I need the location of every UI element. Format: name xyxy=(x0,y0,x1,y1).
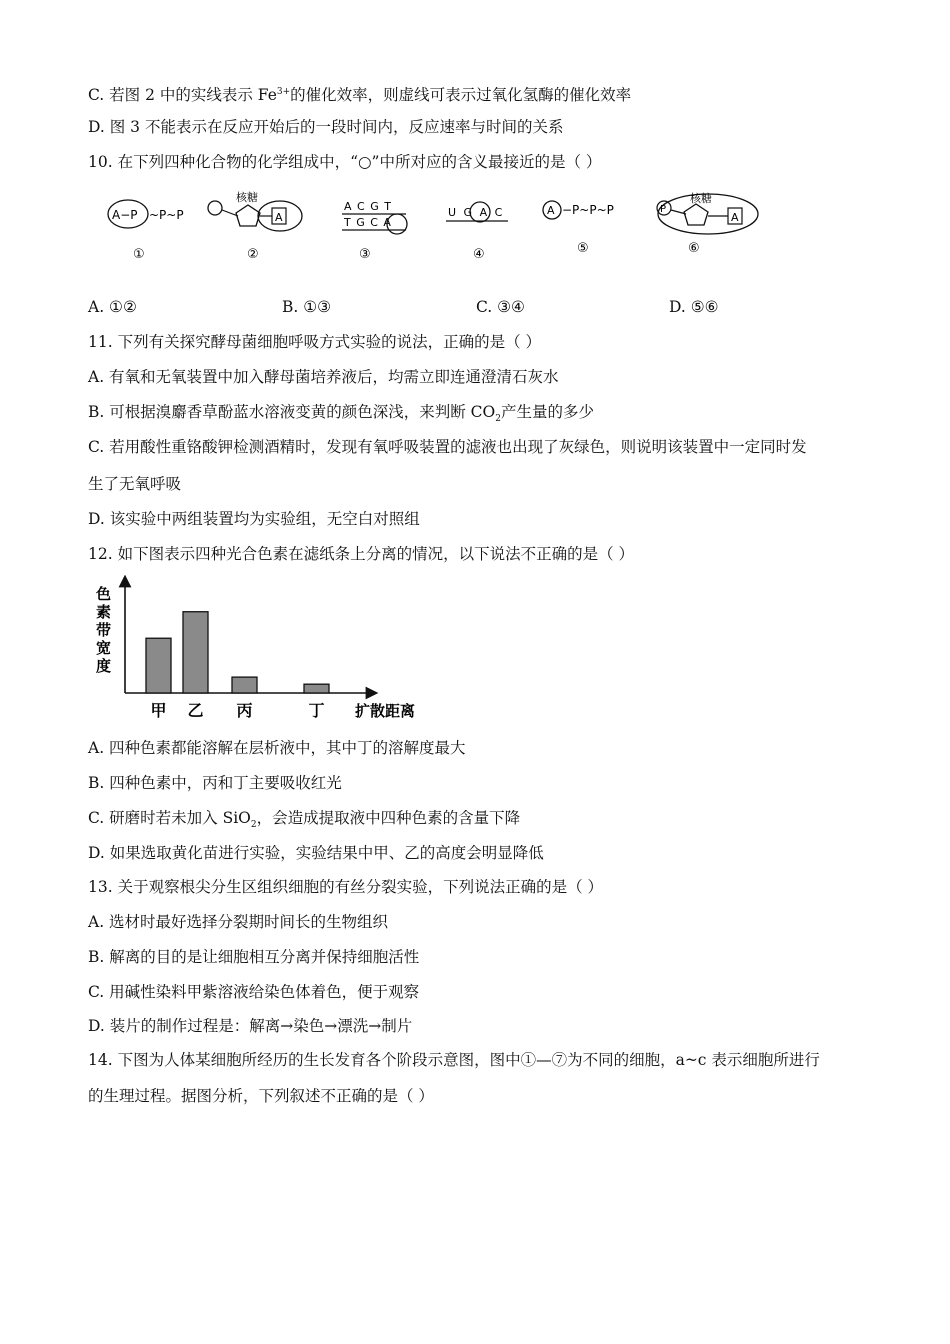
f1-text: A−P xyxy=(112,208,138,222)
fig-num-3: ③ xyxy=(359,247,371,262)
fig-num-4: ④ xyxy=(473,247,485,262)
q12-option-c: C. 研磨时若未加入 SiO$_2$，会造成提取液中四种色素的含量下降 xyxy=(88,809,521,831)
figure-6-nucleotide-base-circle xyxy=(657,191,758,234)
fig-num-1: ① xyxy=(133,247,145,262)
f5-circle: A xyxy=(547,204,555,217)
f6-p: P xyxy=(660,204,667,215)
q9-option-d: D. 图 3 不能表示在反应开始后的一段时间内，反应速率与时间的关系 xyxy=(88,118,564,136)
y-label-char: 素 xyxy=(96,603,112,621)
y-axis-label xyxy=(95,585,111,675)
q10-option-b: B. ①③ xyxy=(282,298,332,316)
bar-2 xyxy=(183,612,208,693)
q11-option-a: A. 有氧和无氧装置中加入酵母菌培养液后，均需立即连通澄清石灰水 xyxy=(88,368,559,386)
bar-1 xyxy=(146,638,171,693)
bar-4 xyxy=(304,684,329,693)
x-tick-label-3: 丙 xyxy=(236,701,253,720)
pigment-bar-chart xyxy=(88,575,448,725)
q12-option-b: B. 四种色素中，丙和丁主要吸收红光 xyxy=(88,774,342,792)
q14-stem-line2: 的生理过程。据图分析，下列叙述不正确的是（ ） xyxy=(88,1087,434,1105)
f4-text: U G A C xyxy=(448,206,505,219)
q10-stem: 10. 在下列四种化合物的化学组成中，“○”中所对应的含义最接近的是（ ） xyxy=(88,153,602,171)
q12-option-a: A. 四种色素都能溶解在层析液中，其中丁的溶解度最大 xyxy=(88,739,466,757)
f1-tail: ~P~P xyxy=(149,208,184,222)
x-tick-label-2: 乙 xyxy=(187,701,204,720)
y-label-char: 宽 xyxy=(96,639,112,657)
q9-option-c: C. 若图 2 中的实线表示 $Fe^{3+}$的催化效率，则虚线可表示过氧化氢酶的催化效率 xyxy=(88,86,632,105)
q10-option-d: D. ⑤⑥ xyxy=(669,298,719,316)
bar-3 xyxy=(232,677,257,693)
q14-stem-line1: 14. 下图为人体某细胞所经历的生长发育各个阶段示意图，图中①—⑦为不同的细胞，a~c 表示细胞所进行 xyxy=(88,1051,820,1069)
y-label-char: 度 xyxy=(96,657,112,675)
f3-bottom: T G C A xyxy=(344,216,392,229)
x-tick-label-1: 甲 xyxy=(150,701,167,720)
x-axis-label: 扩散距离 xyxy=(355,702,416,720)
q11-stem: 11. 下列有关探究酵母菌细胞呼吸方式实验的说法，正确的是（ ） xyxy=(88,333,542,351)
q13-option-c: C. 用碱性染料甲紫溶液给染色体着色，便于观察 xyxy=(88,983,420,1001)
x-tick-label-4: 丁 xyxy=(308,701,325,720)
f2-label: 核糖 xyxy=(236,191,258,204)
fig-num-5: ⑤ xyxy=(577,241,589,256)
q12-stem: 12. 如下图表示四种光合色素在滤纸条上分离的情况，以下说法不正确的是（ ） xyxy=(88,545,635,563)
q11-option-d: D. 该实验中两组装置均为实验组，无空白对照组 xyxy=(88,510,420,528)
q11-option-c-line1: C. 若用酸性重铬酸钾检测酒精时，发现有氧呼吸装置的滤液也出现了灰绿色，则说明该装置中一定同时发 xyxy=(88,438,807,456)
q13-option-d: D. 装片的制作过程是：解离→染色→漂洗→制片 xyxy=(88,1017,413,1035)
y-label-char: 色 xyxy=(96,585,112,603)
q10-option-c: C. ③④ xyxy=(476,298,525,316)
q11-option-b: B. 可根据溴麝香草酚蓝水溶液变黄的颜色深浅，来判断 $CO_2$产生量的多少 xyxy=(88,403,594,425)
q13-option-a: A. 选材时最好选择分裂期时间长的生物组织 xyxy=(88,913,389,931)
q10-option-a: A. ①② xyxy=(88,298,137,316)
f2-base: A xyxy=(275,211,283,224)
figure-2-nucleotide-phosphate-circle xyxy=(208,190,302,231)
fig-num-2: ② xyxy=(247,247,259,262)
f3-top: A C G T xyxy=(344,200,392,213)
fig-num-6: ⑥ xyxy=(688,241,700,256)
figure-4-rna-strand xyxy=(446,202,508,222)
q11-option-c-line2: 生了无氧呼吸 xyxy=(88,475,182,493)
q13-stem: 13. 关于观察根尖分生区组织细胞的有丝分裂实验，下列说法正确的是（ ） xyxy=(88,878,604,896)
figure-1-atp-circle-ap xyxy=(108,200,184,228)
f5-tail: −P~P~P xyxy=(562,203,614,217)
figure-3-dna-double-strand xyxy=(342,200,407,234)
q13-option-b: B. 解离的目的是让细胞相互分离并保持细胞活性 xyxy=(88,948,420,966)
q10-figures xyxy=(100,188,780,268)
figure-5-atp-circle-a xyxy=(543,201,614,219)
q12-option-d: D. 如果选取黄化苗进行实验，实验结果中甲、乙的高度会明显降低 xyxy=(88,844,544,862)
f6-base: A xyxy=(731,211,739,224)
f6-label: 核糖 xyxy=(690,192,712,205)
y-label-char: 带 xyxy=(96,621,112,639)
